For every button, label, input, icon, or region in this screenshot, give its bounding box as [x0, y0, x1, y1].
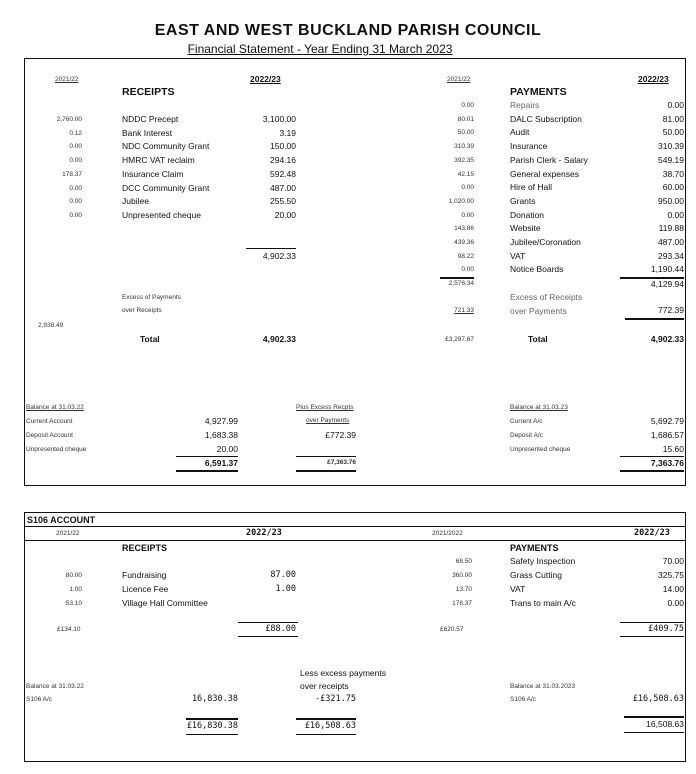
- payments-label: Notice Boards: [510, 264, 564, 275]
- s106-payments-prev-value: 178.37: [452, 600, 472, 607]
- payments-label: General expenses: [510, 168, 579, 179]
- payments-prev-subtotal-rule: [440, 277, 474, 279]
- payments-prev-subtotal: 2,576.34: [448, 280, 474, 287]
- s106-receipts-title: RECEIPTS: [122, 543, 168, 553]
- excess-receipts-line2: over Payments: [510, 306, 567, 316]
- payments-label: Website: [510, 223, 541, 234]
- balance-right-label: Unpresented cheque: [510, 446, 571, 453]
- receipts-label: Unpresented cheque: [122, 209, 201, 220]
- receipts-value: 487.00: [270, 182, 296, 193]
- s106-payments-label: Trans to main A/c: [510, 598, 576, 608]
- s106-payments-title: PAYMENTS: [510, 543, 559, 553]
- receipts-title: RECEIPTS: [122, 86, 175, 98]
- balance-right-label: Deposit A/c: [510, 432, 543, 439]
- plus-excess-rule-bottom: [296, 470, 356, 472]
- s106-prev-year-header: 2021/22: [56, 530, 80, 537]
- s106-total-mid-rule-bottom: [296, 734, 356, 735]
- receipts-prev-value: 0.00: [69, 211, 82, 219]
- receipts-prev-total: 2,938.49: [38, 322, 64, 329]
- receipts-subtotal: 4,902.33: [262, 251, 296, 261]
- plus-excess-total: £7,363.76: [327, 459, 356, 466]
- receipts-prev-value: 0.00: [69, 198, 82, 206]
- excess-payments-line2: over Receipts: [122, 307, 162, 314]
- s106-payments-value: 0.00: [667, 598, 684, 608]
- payments-prev-value: 98.22: [457, 252, 474, 260]
- receipts-prev-year-header: 2021/22: [55, 76, 79, 83]
- balance-left-rule-top: [176, 456, 238, 457]
- balance-right-value: 1,686.57: [650, 430, 684, 440]
- payments-prev-value: 0.00: [461, 266, 474, 274]
- plus-excess-line2: over Payments: [306, 417, 350, 424]
- s106-payments-prev-value: 68.50: [455, 558, 472, 565]
- payments-subtotal: 4,129.94: [650, 279, 684, 289]
- receipts-label: NDDC Precept: [122, 114, 179, 124]
- balance-left-label: Deposit Account: [26, 432, 73, 439]
- s106-receipts-total-rule-bottom: [238, 636, 298, 637]
- balance-right-title: Balance at 31.03.23: [510, 404, 568, 411]
- s106-receipts-prev-value: 53.10: [65, 600, 82, 607]
- receipts-label: NDC Community Grant: [122, 141, 210, 152]
- s106-less-line2: over receipts: [300, 681, 349, 691]
- balance-left-label: Current Account: [26, 418, 73, 425]
- receipts-label: Jubilee: [122, 196, 149, 207]
- receipts-label: DCC Community Grant: [122, 182, 210, 193]
- payments-value: 0.00: [667, 209, 684, 220]
- receipts-prev-value: 2,760.00: [56, 116, 82, 123]
- excess-curr-value: 772.39: [658, 305, 684, 315]
- excess-prev-value: 721.33: [454, 307, 474, 314]
- payments-label: Insurance: [510, 141, 548, 152]
- payments-value: 950.00: [658, 195, 684, 206]
- excess-payments-line1: Excess of Payments: [122, 294, 181, 301]
- balance-right-total: 7,363.76: [650, 458, 684, 468]
- balance-right-value: 5,692.79: [650, 416, 684, 426]
- balance-right-label: Current A/c: [510, 418, 543, 425]
- s106-payments-label: Safety Inspection: [510, 556, 576, 566]
- receipts-total: 4,902.33: [262, 334, 296, 344]
- plus-excess-line1: Plus Excess Recpts: [296, 404, 354, 411]
- s106-payments-label: VAT: [510, 584, 526, 594]
- balance-right-rule-bottom: [620, 470, 684, 472]
- payments-prev-value: 439.36: [454, 239, 474, 246]
- s106-receipts-label: Fundraising: [122, 570, 167, 580]
- receipts-prev-value: 178.37: [62, 170, 82, 178]
- payments-value: 60.00: [662, 182, 684, 193]
- s106-total-left-rule-top: [186, 718, 238, 720]
- s106-total-left: £16,830.38: [186, 721, 238, 731]
- s106-receipts-label: Village Hall Committee: [122, 598, 208, 608]
- receipts-value: 3,100.00: [262, 114, 296, 124]
- s106-balance-left-label: S106 A/c: [26, 696, 53, 703]
- balance-left-value: 20.00: [216, 444, 238, 454]
- s106-payments-total-rule-bottom: [620, 636, 684, 637]
- payments-prev-value: 143.86: [454, 225, 474, 233]
- receipts-value: 294.16: [270, 155, 296, 166]
- payments-value: 0.00: [667, 100, 684, 110]
- plus-excess-rule-top: [296, 456, 356, 457]
- payments-value: 119.88: [658, 223, 684, 234]
- s106-payments-total-rule: [620, 622, 684, 623]
- payments-label: Hire of Hall: [510, 182, 553, 193]
- payments-total-label: Total: [528, 334, 548, 344]
- balance-left-total: 6,591.37: [204, 458, 238, 468]
- balance-right-value: 15.60: [662, 444, 684, 454]
- payments-label: Donation: [510, 209, 545, 220]
- receipts-total-label: Total: [140, 334, 160, 344]
- payments-value: 38.70: [662, 168, 684, 179]
- payments-prev-value: 0.00: [461, 102, 474, 109]
- receipts-subtotal-rule: [246, 248, 296, 249]
- s106-receipts-label: Licence Fee: [122, 584, 169, 594]
- s106-prev-year-right-header: 2021/2022: [432, 530, 463, 537]
- payments-value: 50.00: [662, 127, 684, 138]
- payments-value: 293.34: [658, 250, 684, 261]
- payments-title: PAYMENTS: [510, 86, 567, 98]
- payments-label: DALC Subscription: [510, 113, 582, 124]
- s106-total-right-rule-bottom: [624, 732, 684, 733]
- s106-payments-prev-value: 360.00: [452, 572, 472, 579]
- payments-total: 4,902.33: [650, 334, 684, 344]
- page-subtitle: Financial Statement - Year Ending 31 March 2023: [187, 42, 453, 56]
- payments-prev-value: 50.00: [457, 129, 474, 137]
- s106-payments-value: 14.00: [662, 584, 684, 594]
- s106-receipts-value: 87.00: [270, 570, 296, 580]
- payments-label: Repairs: [510, 100, 540, 110]
- s106-balance-left-value: 16,830.38: [191, 694, 238, 704]
- payments-prev-value: 80.01: [457, 115, 474, 123]
- s106-curr-year-right-header: 2022/23: [634, 528, 670, 538]
- payments-prev-total: £3,297.67: [445, 336, 474, 343]
- receipts-curr-year-header: 2022/23: [250, 74, 281, 84]
- s106-receipts-prev-value: 1.00: [69, 586, 82, 593]
- s106-receipts-total-rule: [238, 622, 298, 623]
- balance-left-value: 4,927.99: [204, 416, 238, 426]
- payments-value: 310.39: [658, 141, 684, 152]
- balance-left-label: Unpresented cheque: [26, 446, 87, 453]
- balance-left-value: 1,683.38: [204, 430, 238, 440]
- balance-left-rule-bottom: [176, 470, 238, 472]
- s106-total-right: 16,508.63: [646, 719, 684, 729]
- receipts-prev-value: 0.12: [69, 129, 82, 137]
- s106-less-line1: Less excess payments: [300, 668, 386, 678]
- receipts-prev-value: 0.00: [69, 157, 82, 165]
- payments-value: 81.00: [662, 113, 684, 124]
- excess-curr-rule: [625, 318, 684, 320]
- s106-curr-year-header: 2022/23: [246, 528, 282, 538]
- payments-value: 549.19: [658, 154, 684, 165]
- s106-less-value: -£321.75: [315, 694, 356, 704]
- s106-total-right-rule-top: [624, 716, 684, 718]
- payments-value: 487.00: [658, 237, 684, 247]
- payments-prev-value: 42.15: [457, 170, 474, 178]
- payments-prev-value: 1,020.00: [448, 197, 474, 205]
- s106-total-mid-rule-top: [296, 718, 356, 720]
- balance-left-title: Balance at 31.03.22: [26, 404, 84, 411]
- s106-balance-left-title: Balance at 31.03.22: [26, 683, 84, 690]
- s106-total-mid: £16,508.63: [304, 721, 356, 731]
- balance-right-rule-top: [620, 456, 684, 457]
- s106-receipts-value: 1.00: [275, 584, 296, 594]
- payments-label: Jubilee/Coronation: [510, 237, 581, 247]
- payments-label: Grants: [510, 195, 536, 206]
- receipts-label: Bank Interest: [122, 127, 173, 138]
- excess-receipts-line1: Excess of Receipts: [510, 292, 583, 302]
- s106-header-rule: [24, 540, 686, 541]
- payments-prev-value: 0.00: [461, 184, 474, 192]
- s106-total-left-rule-bottom: [186, 734, 238, 735]
- page-title: EAST AND WEST BUCKLAND PARISH COUNCIL: [154, 22, 542, 39]
- payments-curr-year-header: 2022/23: [638, 74, 669, 84]
- s106-balance-right-title: Balance at 31.03.2023: [510, 683, 576, 690]
- s106-payments-total: £409.75: [648, 624, 684, 634]
- payments-prev-value: 392.35: [454, 156, 474, 164]
- s106-payments-prev-total: £620.57: [440, 626, 464, 633]
- payments-value: 1,190.44: [650, 264, 684, 275]
- receipts-label: Insurance Claim: [122, 168, 184, 179]
- s106-payments-value: 70.00: [662, 556, 684, 566]
- s106-payments-prev-value: 13.70: [455, 586, 472, 593]
- payments-prev-year-header: 2021/22: [447, 76, 471, 83]
- payments-prev-value: 0.00: [461, 211, 474, 219]
- receipts-prev-value: 0.00: [69, 184, 82, 192]
- receipts-value: 20.00: [274, 209, 296, 220]
- receipts-value: 255.50: [270, 196, 296, 207]
- receipts-value: 3.19: [279, 127, 296, 138]
- receipts-value: 592.48: [270, 168, 296, 179]
- s106-receipts-prev-value: 80.00: [65, 572, 82, 579]
- s106-balance-right-value: £16,508.63: [632, 694, 684, 704]
- receipts-prev-value: 0.00: [69, 143, 82, 151]
- s106-payments-label: Grass Cutting: [510, 570, 562, 580]
- payments-label: VAT: [510, 250, 526, 261]
- plus-excess-value: £772.39: [325, 430, 356, 440]
- payments-label: Audit: [510, 127, 530, 138]
- s106-receipts-prev-total: £134.10: [57, 626, 81, 633]
- s106-receipts-total: £88.00: [265, 624, 296, 634]
- s106-payments-value: 325.75: [658, 570, 684, 580]
- receipts-value: 150.00: [270, 141, 296, 152]
- s106-title: S106 ACCOUNT: [27, 515, 96, 525]
- payments-label: Parish Clerk - Salary: [510, 154, 588, 165]
- payments-prev-value: 310.39: [454, 143, 474, 151]
- s106-balance-right-label: S106 A/c: [510, 696, 537, 703]
- s106-title-rule: [24, 526, 686, 527]
- receipts-label: HMRC VAT reclaim: [122, 155, 195, 166]
